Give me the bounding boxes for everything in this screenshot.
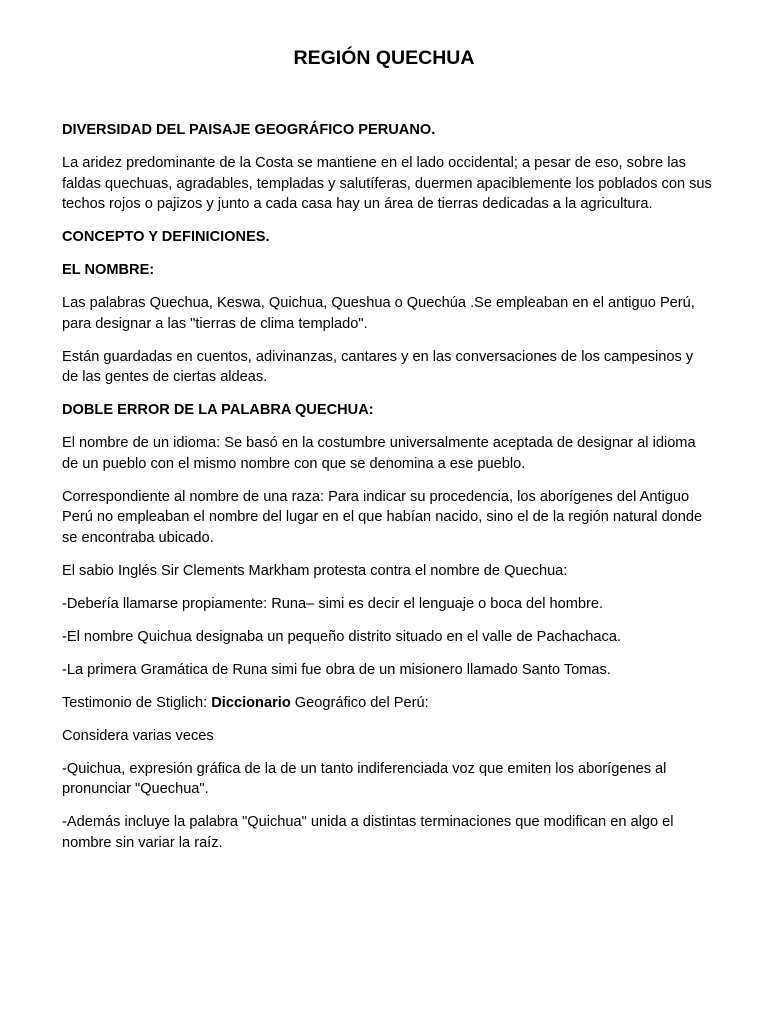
testimonio-suffix: Geográfico del Perú: [290, 694, 429, 711]
paragraph-considera: Considera varias veces [62, 727, 214, 744]
paragraph-quichua-distrito: -El nombre Quichua designaba un pequeño distrito situado en el valle de Pachachaca. [62, 628, 621, 645]
paragraph-aridez: La aridez predominante de la Costa se mantiene en el lado occidental; a pesar de eso, sobre las faldas quechuas, agradables, templadas y salutíferas, duermen apaciblemente los poblados con sus techos rojos o pajizos y junto a cada casa hay un área de tierras dedicadas a la agricultura. [62, 155, 712, 212]
testimonio-prefix: Testimonio de Stiglich: [62, 694, 212, 711]
heading-el-nombre: EL NOMBRE: [62, 262, 155, 278]
heading-doble-error: DOBLE ERROR DE LA PALABRA QUECHUA: [62, 402, 374, 418]
page-title: REGIÓN QUECHUA [293, 47, 475, 69]
paragraph-guardadas: Están guardadas en cuentos, adivinanzas, cantares y en las conversaciones de los campesinos y de las gentes de ciertas aldeas. [62, 348, 694, 385]
paragraph-testimonio [62, 693, 712, 714]
paragraph-ademas: -Además incluye la palabra "Quichua" unida a distintas terminaciones que modifican en algo el nombre sin variar la raíz. [62, 814, 674, 851]
heading-diversidad: DIVERSIDAD DEL PAISAJE GEOGRÁFICO PERUANO. [62, 122, 436, 138]
paragraph-deberia: -Debería llamarse propiamente: Runa– simi es decir el lenguaje o boca del hombre. [62, 595, 604, 612]
paragraph-palabras: Las palabras Quechua, Keswa, Quichua, Queshua o Quechúa .Se empleaban en el antiguo Perú, para designar a las "tierras de clima templado". [62, 295, 695, 332]
heading-concepto: CONCEPTO Y DEFINICIONES. [62, 229, 270, 245]
paragraph-markham: El sabio Inglés Sir Clements Markham protesta contra el nombre de Quechua: [62, 562, 568, 579]
paragraph-raza: Correspondiente al nombre de una raza: Para indicar su procedencia, los aborígenes del Antiguo Perú no empleaban el nombre del lugar en el que habían nacido, sino el de la región natural donde se encontraba ubicado. [62, 488, 703, 546]
document-body [62, 120, 712, 866]
testimonio-bold-word: Diccionario [211, 694, 291, 711]
paragraph-gramatica: -La primera Gramática de Runa simi fue obra de un misionero llamado Santo Tomas. [62, 661, 611, 678]
paragraph-expresion: -Quichua, expresión gráfica de la de un tanto indiferenciada voz que emiten los aborígenes al pronunciar "Quechua". [62, 760, 667, 797]
paragraph-idioma: El nombre de un idioma: Se basó en la costumbre universalmente aceptada de designar al idioma de un pueblo con el mismo nombre con que se denomina a ese pueblo. [62, 435, 696, 472]
